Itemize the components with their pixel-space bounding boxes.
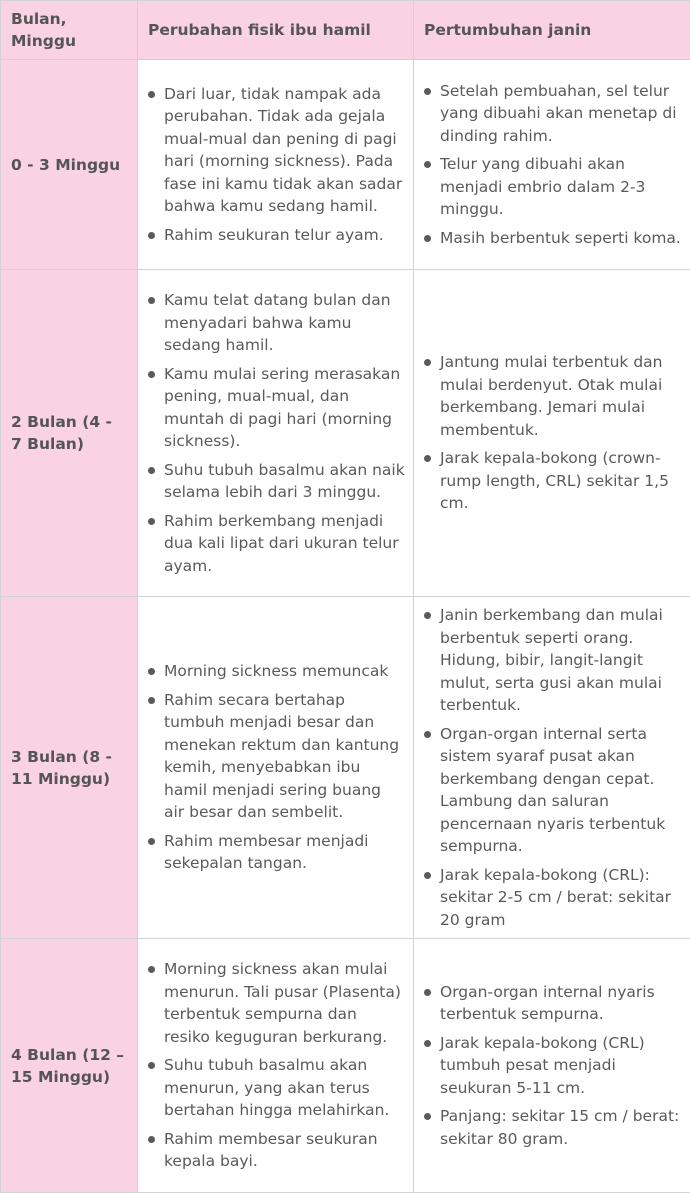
- list-item-text: Rahim seukuran telur ayam.: [164, 225, 384, 244]
- header-mother-changes: Perubahan fisik ibu hamil: [138, 1, 414, 60]
- list-item-text: Jantung mulai terbentuk dan mulai berdenyut. Otak mulai berkembang. Jemari mulai membentuk.: [440, 353, 663, 439]
- list-item: [148, 660, 405, 683]
- header-month: Bulan, Minggu: [1, 1, 138, 60]
- list-item-text: Kamu mulai sering merasakan pening, mual-mual, dan muntah di pagi hari (morning sickness).: [164, 364, 401, 450]
- list-item: [424, 864, 682, 932]
- list-item: [424, 1032, 682, 1100]
- fetal-growth-cell: [414, 597, 690, 939]
- mother-changes-list: [148, 660, 405, 875]
- mother-changes-cell: [138, 60, 414, 270]
- bullet-icon: [424, 1040, 431, 1047]
- mother-changes-cell: [138, 939, 414, 1193]
- list-item: [424, 447, 682, 515]
- list-item: [424, 227, 682, 250]
- bullet-icon: [424, 235, 431, 242]
- month-cell: 2 Bulan (4 - 7 Bulan): [1, 270, 138, 597]
- bullet-icon: [424, 612, 431, 619]
- list-item: [148, 689, 405, 824]
- list-item: [424, 604, 682, 717]
- list-item-text: Suhu tubuh basalmu akan menurun, yang akan terus bertahan hingga melahirkan.: [164, 1056, 390, 1120]
- list-item-text: Jarak kepala-bokong (crown-rump length, CRL) sekitar 1,5 cm.: [440, 449, 669, 513]
- list-item-text: Rahim membesar menjadi sekepalan tangan.: [164, 831, 369, 873]
- month-cell: 0 - 3 Minggu: [1, 60, 138, 270]
- bullet-icon: [424, 872, 431, 879]
- fetal-growth-cell: [414, 60, 690, 270]
- fetal-growth-list: [424, 80, 682, 250]
- mother-changes-cell: [138, 270, 414, 597]
- bullet-icon: [424, 359, 431, 366]
- list-item-text: Suhu tubuh basalmu akan naik selama lebih dari 3 minggu.: [164, 460, 405, 501]
- list-item-text: Dari luar, tidak nampak ada perubahan. Tidak ada gejala mual-mual dan pening di pagi hari (morning sickness). Pada fase ini kamu tidak akan sadar bahwa kamu sedang hamil.: [164, 84, 403, 216]
- list-item-text: Kamu telat datang bulan dan menyadari bahwa kamu sedang hamil.: [164, 291, 391, 354]
- fetal-growth-cell: [414, 939, 690, 1193]
- list-item: [148, 510, 405, 578]
- list-item-text: Jarak kepala-bokong (CRL) tumbuh pesat menjadi seukuran 5-11 cm.: [440, 1033, 645, 1097]
- bullet-icon: [148, 966, 155, 973]
- header-row: [1, 1, 690, 60]
- bullet-icon: [148, 518, 155, 525]
- list-item: [424, 80, 682, 148]
- fetal-growth-cell: [414, 270, 690, 597]
- list-item: [148, 289, 405, 357]
- list-item: [424, 981, 682, 1026]
- month-cell: 4 Bulan (12 – 15 Minggu): [1, 939, 138, 1193]
- bullet-icon: [148, 697, 155, 704]
- table-row: [1, 597, 690, 939]
- fetal-growth-list: [424, 604, 682, 931]
- list-item: [424, 351, 682, 441]
- list-item: [424, 723, 682, 858]
- mother-changes-list: [148, 83, 405, 247]
- bullet-icon: [424, 455, 431, 462]
- list-item-text: Janin berkembang dan mulai berbentuk seperti orang. Hidung, bibir, langit-langit mulut, serta gusi akan mulai terbentuk.: [440, 606, 663, 714]
- list-item: [148, 830, 405, 875]
- bullet-icon: [424, 989, 431, 996]
- bullet-icon: [424, 731, 431, 738]
- list-item: [148, 363, 405, 453]
- list-item-text: Organ-organ internal serta sistem syaraf pusat akan berkembang dengan cepat. Lambung dan saluran pencernaan nyaris terbentuk sempurna.: [440, 724, 666, 855]
- list-item-text: Jarak kepala-bokong (CRL): sekitar 2-5 cm / berat: sekitar 20 gram: [440, 865, 672, 929]
- bullet-icon: [148, 91, 155, 98]
- mother-changes-list: [148, 289, 405, 577]
- table-row: [1, 270, 690, 597]
- list-item: [148, 1054, 405, 1122]
- list-item-text: Setelah pembuahan, sel telur yang dibuahi akan menetap di dinding rahim.: [440, 81, 677, 145]
- list-item-text: Telur yang dibuahi akan menjadi embrio dalam 2-3 minggu.: [440, 155, 646, 219]
- list-item: [424, 153, 682, 221]
- list-item: [148, 1128, 405, 1173]
- bullet-icon: [424, 1113, 431, 1120]
- bullet-icon: [148, 1062, 155, 1069]
- list-item: [148, 224, 405, 247]
- fetal-growth-list: [424, 351, 682, 515]
- bullet-icon: [148, 232, 155, 239]
- list-item-text: Masih berbentuk seperti koma.: [440, 228, 681, 247]
- list-item-text: Rahim secara bertahap tumbuh menjadi besar dan menekan rektum dan kantung kemih, menyebabkan ibu hamil menjadi sering buang air besar dan sembelit.: [164, 690, 400, 822]
- list-item-text: Panjang: sekitar 15 cm / berat: sekitar 80 gram.: [440, 1107, 680, 1148]
- header-fetal-growth: Pertumbuhan janin: [414, 1, 690, 60]
- list-item: [424, 1105, 682, 1150]
- list-item-text: Rahim membesar seukuran kepala bayi.: [164, 1129, 378, 1171]
- table-row: [1, 60, 690, 270]
- list-item-text: Morning sickness akan mulai menurun. Tali pusar (Plasenta) terbentuk sempurna dan resiko keguguran berkurang.: [164, 960, 401, 1046]
- list-item-text: Organ-organ internal nyaris terbentuk sempurna.: [440, 982, 655, 1024]
- bullet-icon: [148, 297, 155, 304]
- list-item-text: Morning sickness memuncak: [164, 662, 389, 681]
- bullet-icon: [148, 371, 155, 378]
- list-item: [148, 83, 405, 218]
- mother-changes-list: [148, 958, 405, 1173]
- bullet-icon: [148, 467, 155, 474]
- bullet-icon: [148, 1136, 155, 1143]
- table-row: [1, 939, 690, 1193]
- bullet-icon: [148, 838, 155, 845]
- list-item: [148, 459, 405, 504]
- month-cell: 3 Bulan (8 - 11 Minggu): [1, 597, 138, 939]
- list-item-text: Rahim berkembang menjadi dua kali lipat dari ukuran telur ayam.: [164, 511, 399, 575]
- bullet-icon: [148, 668, 155, 675]
- fetal-growth-list: [424, 981, 682, 1151]
- bullet-icon: [424, 88, 431, 95]
- list-item: [148, 958, 405, 1048]
- bullet-icon: [424, 161, 431, 168]
- mother-changes-cell: [138, 597, 414, 939]
